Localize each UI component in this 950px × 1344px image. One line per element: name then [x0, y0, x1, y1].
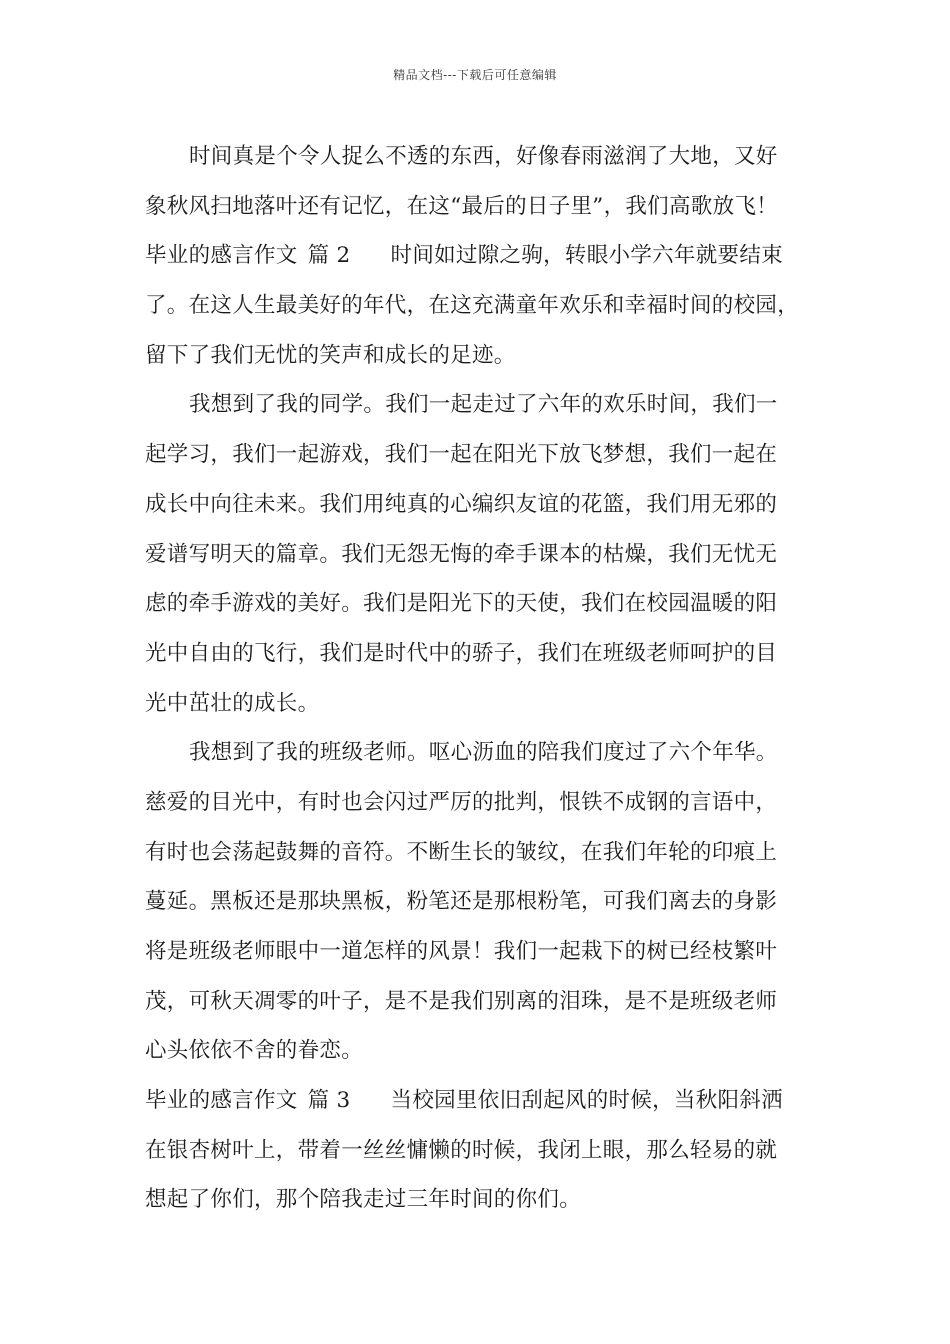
paragraph-4-line-5: 将是班级老师眼中一道怎样的风景！我们一起栽下的树已经枝繁叶: [145, 939, 778, 964]
paragraph-3-line-4: 爱谱写明天的篇章。我们无怨无悔的牵手课本的枯燥，我们无忧无: [145, 541, 778, 567]
section-3-heading-line: [145, 1076, 825, 1126]
paragraph-1-line-1: 时间真是个令人捉么不透的东西，好像春雨滋润了大地，又好: [189, 144, 778, 169]
section-2-first-line-text: 时间如过隙之驹，转眼小学六年就要结束: [390, 243, 783, 269]
section-3-number: 篇 3: [307, 1088, 351, 1114]
section-3-line-3: 想起了你们，那个陪我走过三年时间的你们。: [145, 1187, 582, 1213]
section-2-heading-line: [145, 231, 825, 281]
section-3-line-2: 在银杏树叶上，带着一丝丝慵懒的时候，我闭上眼，那么轻易的就: [145, 1137, 778, 1163]
paragraph-4-line-7: 心头依依不舍的眷恋。: [145, 1038, 364, 1064]
paragraph-4-line-4: 蔓延。黑板还是那块黑板，粉笔还是那根粉笔，可我们离去的身影: [145, 889, 778, 915]
paragraph-4-line-6: 茂，可秋天凋零的叶子，是不是我们别离的泪珠，是不是班级老师: [145, 988, 778, 1014]
section-2-line-2: 了。在这人生最美好的年代，在这充满童年欢乐和幸福时间的校园，: [145, 293, 800, 319]
paragraph-3-line-3: 成长中向往未来。我们用纯真的心编织友谊的花篮，我们用无邪的: [145, 491, 778, 517]
section-3-first-line-text: 当校园里依旧刮起风的时候，当秋阳斜洒: [390, 1088, 783, 1114]
paragraph-3-line-7: 光中茁壮的成长。: [145, 690, 320, 716]
paragraph-4-line-2: 慈爱的目光中，有时也会闪过严厉的批判，恨铁不成钢的言语中，: [145, 789, 778, 815]
section-2-line-3: 留下了我们无忧的笑声和成长的足迹。: [145, 342, 516, 368]
document-body: [145, 132, 825, 1225]
paragraph-3-line-6: 光中自由的飞行，我们是时代中的骄子，我们在班级老师呵护的目: [145, 640, 778, 666]
paragraph-4-line-3: 有时也会荡起鼓舞的音符。不断生长的皱纹，在我们年轮的印痕上: [145, 839, 778, 865]
section-3-title: 毕业的感言作文: [145, 1088, 298, 1114]
paragraph-4-line-1: 我想到了我的班级老师。呕心沥血的陪我们度过了六个年华。: [189, 740, 778, 766]
section-2-number: 篇 2: [307, 243, 351, 269]
paragraph-3-line-1: 我想到了我的同学。我们一起走过了六年的欢乐时间，我们一: [189, 392, 778, 418]
page-header: 精品文档---下载后可任意编辑: [393, 68, 557, 82]
paragraph-3-line-5: 虑的牵手游戏的美好。我们是阳光下的天使，我们在校园温暖的阳: [145, 591, 778, 617]
paragraph-3-line-2: 起学习，我们一起游戏，我们一起在阳光下放飞梦想，我们一起在: [145, 442, 778, 468]
paragraph-1-line-2: 象秋风扫地落叶还有记忆，在这“最后的日子里”，我们高歌放飞！: [145, 193, 778, 219]
section-2-title: 毕业的感言作文: [145, 243, 298, 269]
